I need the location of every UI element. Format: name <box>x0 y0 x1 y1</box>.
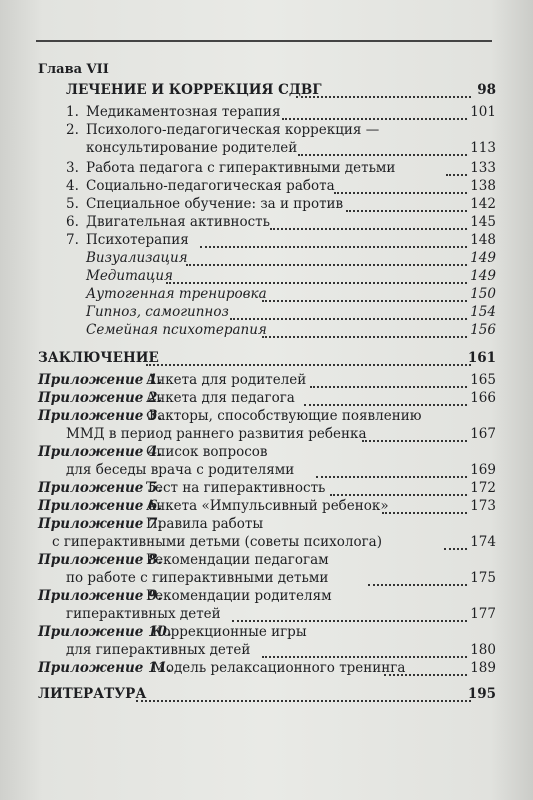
page-number: 174 <box>470 534 496 550</box>
toc-section-row <box>0 104 533 124</box>
toc-appendix-row <box>0 624 533 644</box>
section-title: Психолого-педагогическая коррекция — <box>86 122 380 138</box>
toc-appendix-row <box>0 480 533 500</box>
toc-appendix-row-continuation <box>0 606 533 626</box>
leader-dots <box>310 386 467 388</box>
appendix-label: Приложение 4. <box>38 444 163 460</box>
leader-dots <box>384 674 467 676</box>
literature-title: ЛИТЕРАТУРА <box>38 686 147 702</box>
subsection-title: Медитация <box>86 268 173 284</box>
toc-appendix-row <box>0 372 533 392</box>
leader-dots <box>296 96 471 98</box>
leader-dots <box>232 620 467 622</box>
appendix-title: Рекомендации родителям <box>146 588 332 604</box>
appendix-title: Анкета «Импульсивный ребенок» <box>146 498 389 514</box>
appendix-label: Приложение 9. <box>38 588 163 604</box>
chapter-title: ЛЕЧЕНИЕ И КОРРЕКЦИЯ СДВГ <box>66 82 322 98</box>
page-number: 180 <box>470 642 496 658</box>
page-number: 177 <box>470 606 496 622</box>
page-number: 195 <box>467 686 496 702</box>
appendix-title-line2: гиперактивных детей <box>66 606 221 622</box>
leader-dots <box>298 154 467 156</box>
subsection-title: Визуализация <box>86 250 188 266</box>
appendix-title-line2: по работе с гиперактивными детьми <box>66 570 329 586</box>
leader-dots <box>304 404 467 406</box>
section-number: 2. <box>66 122 79 138</box>
subsection-title: Гипноз, самогипноз <box>86 304 229 320</box>
page-number: 173 <box>470 498 496 514</box>
toc-appendix-row-continuation <box>0 642 533 662</box>
toc-appendix-row <box>0 552 533 572</box>
toc-appendix-row <box>0 588 533 608</box>
page-number: 172 <box>470 480 496 496</box>
leader-dots <box>444 548 467 550</box>
appendix-title: Список вопросов <box>146 444 268 460</box>
toc-subsection-row <box>0 250 533 270</box>
appendix-title: Правила работы <box>146 516 264 532</box>
toc-appendix-row <box>0 516 533 536</box>
toc-appendix-row-continuation <box>0 426 533 446</box>
section-title: Социально-педагогическая работа <box>86 178 335 194</box>
leader-dots <box>230 318 467 320</box>
leader-dots <box>200 246 467 248</box>
page-number: 149 <box>470 250 496 266</box>
appendix-title: Анкета для педагога <box>146 390 295 406</box>
section-title: Медикаментозная терапия <box>86 104 281 120</box>
leader-dots <box>136 700 471 702</box>
leader-dots <box>334 192 467 194</box>
section-title-line2: консультирование родителей <box>86 140 298 156</box>
appendix-title-line2: ММД в период раннего развития ребенка <box>66 426 367 442</box>
toc-chapter-row <box>0 82 533 102</box>
leader-dots <box>282 118 467 120</box>
toc-conclusion-row <box>0 350 533 370</box>
leader-dots <box>330 494 467 496</box>
appendix-label: Приложение 3. <box>38 408 163 424</box>
leader-dots <box>262 336 467 338</box>
section-number: 1. <box>66 104 79 120</box>
page-number: 189 <box>470 660 496 676</box>
appendix-label: Приложение 11. <box>38 660 172 676</box>
page-number: 169 <box>470 462 496 478</box>
toc-subsection-row <box>0 304 533 324</box>
toc-appendix-row <box>0 444 533 464</box>
leader-dots <box>382 512 467 514</box>
page-number: 145 <box>470 214 496 230</box>
page-number: 149 <box>470 268 496 284</box>
page-number: 133 <box>470 160 496 176</box>
leader-dots <box>270 228 467 230</box>
leader-dots <box>346 210 467 212</box>
section-number: 3. <box>66 160 79 176</box>
toc-section-row-continuation <box>0 140 533 160</box>
appendix-title: Анкета для родителей <box>146 372 307 388</box>
appendix-label: Приложение 2. <box>38 390 163 406</box>
leader-dots <box>446 174 467 176</box>
appendix-label: Приложение 5. <box>38 480 163 496</box>
leader-dots <box>186 264 467 266</box>
toc-subsection-row <box>0 268 533 288</box>
appendix-label: Приложение 10. <box>38 624 172 640</box>
page-number: 138 <box>470 178 496 194</box>
appendix-label: Приложение 1. <box>38 372 163 388</box>
chapter-label: Глава VII <box>38 62 109 77</box>
toc-appendix-row-continuation <box>0 462 533 482</box>
leader-dots <box>368 584 467 586</box>
appendix-title-line2: для беседы врача с родителями <box>66 462 295 478</box>
appendix-title: Рекомендации педагогам <box>146 552 329 568</box>
leader-dots <box>262 300 467 302</box>
toc-appendix-row <box>0 390 533 410</box>
toc-section-row <box>0 214 533 234</box>
appendix-label: Приложение 6. <box>38 498 163 514</box>
appendix-label: Приложение 7. <box>38 516 163 532</box>
section-number: 4. <box>66 178 79 194</box>
page-number: 156 <box>470 322 496 338</box>
toc-subsection-row <box>0 322 533 342</box>
toc-appendix-row <box>0 408 533 428</box>
appendix-title: Коррекционные игры <box>152 624 307 640</box>
page-number: 150 <box>470 286 496 302</box>
section-number: 6. <box>66 214 79 230</box>
appendix-title-line2: для гиперактивных детей <box>66 642 251 658</box>
section-title: Психотерапия <box>86 232 189 248</box>
appendix-title: Модель релаксационного тренинга <box>152 660 406 676</box>
toc-appendix-row <box>0 660 533 680</box>
appendix-label: Приложение 8. <box>38 552 163 568</box>
section-title: Работа педагога с гиперактивными детьми <box>86 160 396 176</box>
toc-appendix-row-continuation <box>0 570 533 590</box>
leader-dots <box>262 656 467 658</box>
page-number: 166 <box>470 390 496 406</box>
section-number: 7. <box>66 232 79 248</box>
page-number: 165 <box>470 372 496 388</box>
section-number: 5. <box>66 196 79 212</box>
toc-section-row <box>0 122 533 142</box>
toc-section-row <box>0 178 533 198</box>
subsection-title: Семейная психотерапия <box>86 322 267 338</box>
section-title: Специальное обучение: за и против <box>86 196 344 212</box>
page-number: 113 <box>470 140 496 156</box>
toc-appendix-row <box>0 498 533 518</box>
toc-section-row <box>0 160 533 180</box>
section-title: Двигательная активность <box>86 214 270 230</box>
toc-literature-row <box>0 686 533 706</box>
header-rule <box>36 40 492 42</box>
leader-dots <box>316 476 467 478</box>
leader-dots <box>362 440 467 442</box>
toc-appendix-row-continuation <box>0 534 533 554</box>
toc-subsection-row <box>0 286 533 306</box>
page-number: 148 <box>470 232 496 248</box>
toc-section-row <box>0 232 533 252</box>
leader-dots <box>146 364 471 366</box>
subsection-title: Аутогенная тренировка <box>86 286 267 302</box>
page-number: 98 <box>477 82 496 98</box>
page-number: 161 <box>467 350 496 366</box>
leader-dots <box>166 282 467 284</box>
page-number: 175 <box>470 570 496 586</box>
page-number: 167 <box>470 426 496 442</box>
toc-section-row <box>0 196 533 216</box>
conclusion-title: ЗАКЛЮЧЕНИЕ <box>38 350 159 366</box>
page-number: 101 <box>470 104 496 120</box>
page-number: 142 <box>470 196 496 212</box>
appendix-title-line2: с гиперактивными детьми (советы психолога) <box>52 534 382 550</box>
page-number: 154 <box>470 304 496 320</box>
appendix-title: Тест на гиперактивность <box>146 480 326 496</box>
appendix-title: Факторы, способствующие появлению <box>146 408 422 424</box>
